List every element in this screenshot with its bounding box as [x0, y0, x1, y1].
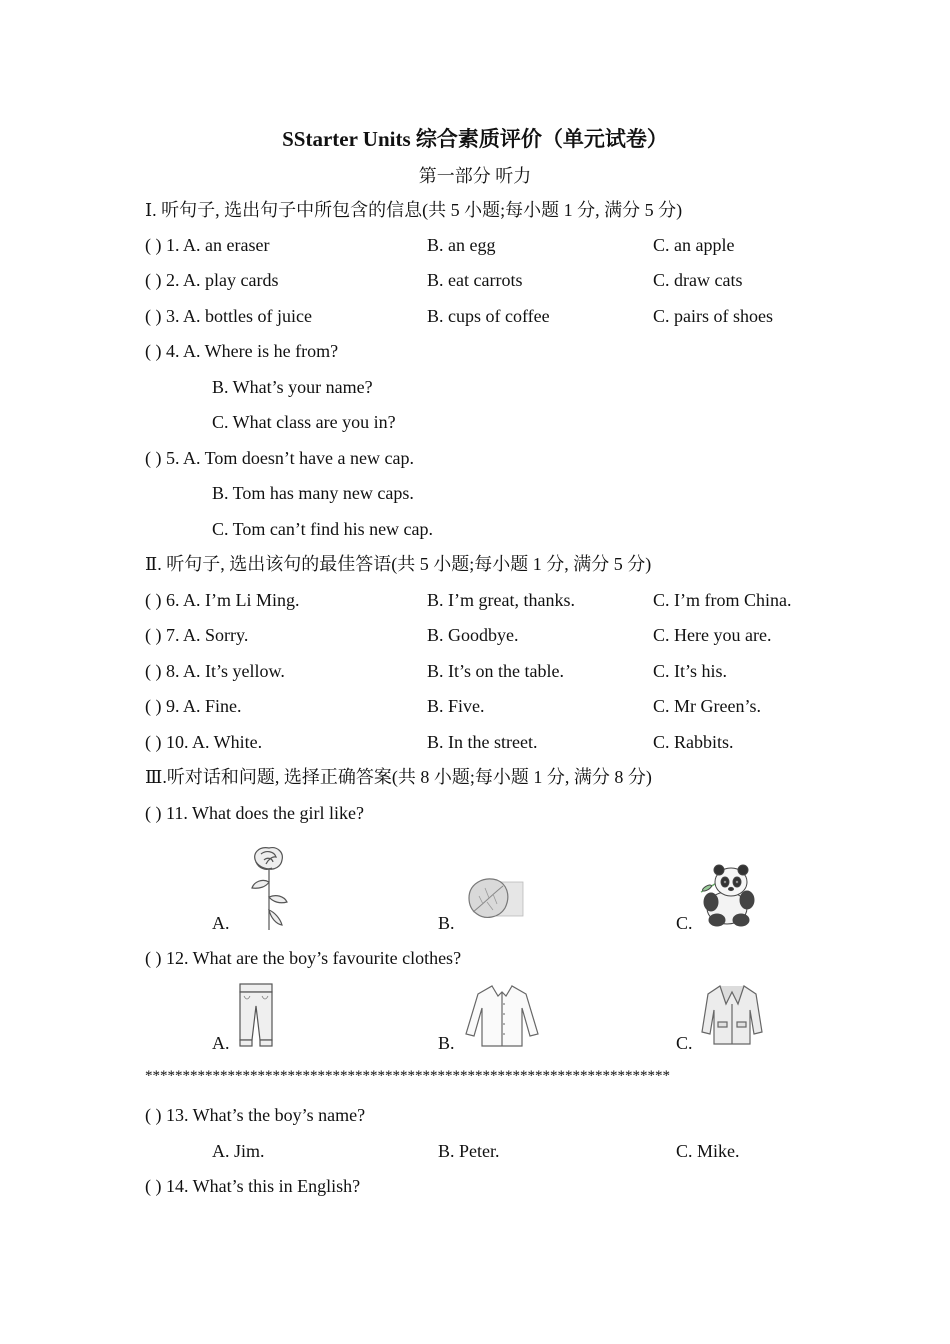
q6-option-b: B. I’m great, thanks. — [427, 590, 575, 610]
q9-option-c: C. Mr Green’s. — [653, 696, 761, 716]
trousers-icon — [236, 982, 276, 1050]
q8-option-a: ( ) 8. A. It’s yellow. — [145, 661, 285, 681]
q7-option-a: ( ) 7. A. Sorry. — [145, 625, 249, 645]
q10-option-a: ( ) 10. A. White. — [145, 732, 263, 752]
q11-label-b: B. — [438, 913, 455, 933]
q12-label-a: A. — [212, 1033, 230, 1053]
q10-option-b: B. In the street. — [427, 732, 538, 752]
q11-label-c: C. — [676, 913, 693, 933]
q4-option-c: C. What class are you in? — [212, 412, 396, 432]
q5-option-a: ( ) 5. A. Tom doesn’t have a new cap. — [145, 448, 415, 468]
q1-option-c: C. an apple — [653, 235, 735, 255]
leaf-icon — [463, 874, 527, 922]
q8-option-c: C. It’s his. — [653, 661, 728, 681]
section-1-heading: Ⅰ. 听句子, 选出句子中所包含的信息(共 5 小题;每小题 1 分, 满分 5 分) — [145, 200, 683, 220]
q7-option-c: C. Here you are. — [653, 625, 772, 645]
q12-label-b: B. — [438, 1033, 455, 1053]
q10-option-c: C. Rabbits. — [653, 732, 734, 752]
panda-icon — [697, 862, 759, 928]
q5-option-b: B. Tom has many new caps. — [212, 483, 414, 503]
q2-option-a: ( ) 2. A. play cards — [145, 270, 279, 290]
shirt-icon — [464, 982, 540, 1048]
q3-option-c: C. pairs of shoes — [653, 306, 773, 326]
q11-stem: ( ) 11. What does the girl like? — [145, 803, 364, 823]
jacket-icon — [700, 982, 764, 1048]
q4-option-b: B. What’s your name? — [212, 377, 373, 397]
separator-line: ********************************************************************** — [145, 1068, 670, 1084]
q1-option-b: B. an egg — [427, 235, 496, 255]
q11-label-a: A. — [212, 913, 230, 933]
q13-option-a: A. Jim. — [212, 1141, 265, 1161]
q6-option-c: C. I’m from China. — [653, 590, 792, 610]
q9-option-a: ( ) 9. A. Fine. — [145, 696, 242, 716]
q9-option-b: B. Five. — [427, 696, 485, 716]
q12-stem: ( ) 12. What are the boy’s favourite clothes? — [145, 948, 462, 968]
q2-option-b: B. eat carrots — [427, 270, 523, 290]
q7-option-b: B. Goodbye. — [427, 625, 519, 645]
q13-option-c: C. Mike. — [676, 1141, 740, 1161]
q13-stem: ( ) 13. What’s the boy’s name? — [145, 1105, 366, 1125]
q14-stem: ( ) 14. What’s this in English? — [145, 1176, 361, 1196]
q3-option-b: B. cups of coffee — [427, 306, 550, 326]
part-heading: 第一部分 听力 — [418, 166, 532, 186]
rose-icon — [244, 842, 294, 932]
q13-option-b: B. Peter. — [438, 1141, 500, 1161]
q12-label-c: C. — [676, 1033, 693, 1053]
q5-option-c: C. Tom can’t find his new cap. — [212, 519, 434, 539]
section-3-heading: Ⅲ.听对话和问题, 选择正确答案(共 8 小题;每小题 1 分, 满分 8 分) — [145, 767, 652, 787]
q4-option-a: ( ) 4. A. Where is he from? — [145, 341, 339, 361]
q3-option-a: ( ) 3. A. bottles of juice — [145, 306, 312, 326]
q1-option-a: ( ) 1. A. an eraser — [145, 235, 270, 255]
q6-option-a: ( ) 6. A. I’m Li Ming. — [145, 590, 300, 610]
q8-option-b: B. It’s on the table. — [427, 661, 564, 681]
page-title: SStarter Units 综合素质评价（单元试卷） — [282, 127, 668, 151]
section-2-heading: Ⅱ. 听句子, 选出该句的最佳答语(共 5 小题;每小题 1 分, 满分 5 分) — [145, 554, 652, 574]
q2-option-c: C. draw cats — [653, 270, 743, 290]
